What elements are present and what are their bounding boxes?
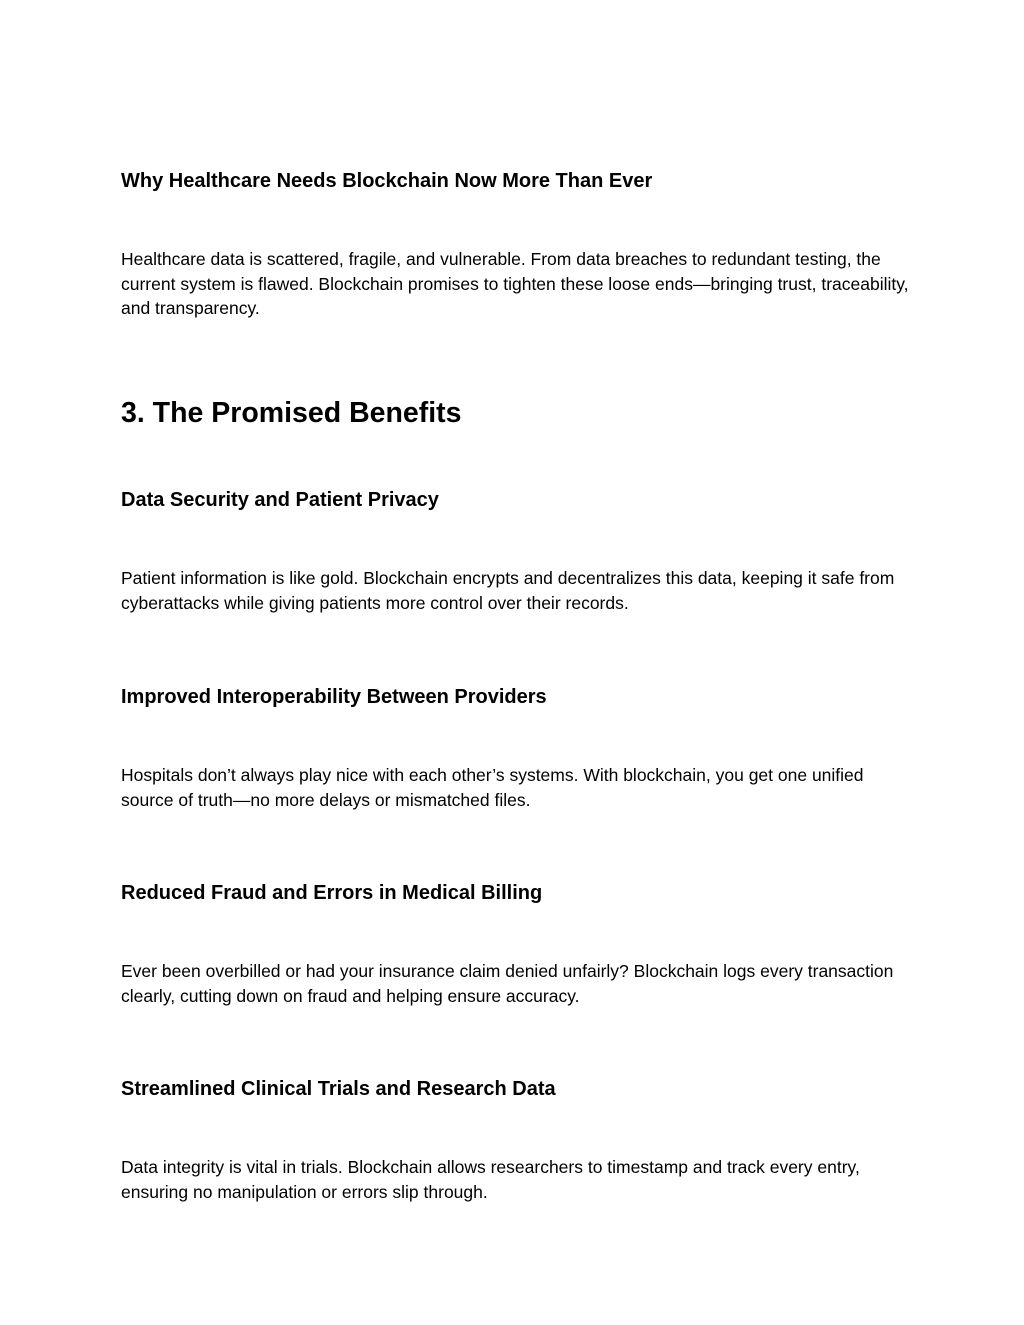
intro-heading: Why Healthcare Needs Blockchain Now More Than Ever [121,170,653,192]
intro-paragraph: Healthcare data is scattered, fragile, and vulnerable. From data breaches to redundant testing, the current system is flawed. Blockchain promises to tighten these loose ends—bringing trust, traceability, and transparency. [121,249,909,318]
section-title: 3. The Promised Benefits [121,397,462,429]
subsection-heading-clinical-trials: Streamlined Clinical Trials and Research Data [121,1078,556,1100]
subsection-paragraph-data-security: Patient information is like gold. Blockchain encrypts and decentralizes this data, keeping it safe from cyberattacks while giving patients more control over their records. [121,568,895,613]
subsection-paragraph-clinical-trials: Data integrity is vital in trials. Blockchain allows researchers to timestamp and track every entry, ensuring no manipulation or errors slip through. [121,1157,860,1202]
subsection-heading-fraud: Reduced Fraud and Errors in Medical Billing [121,882,543,904]
subsection-paragraph-fraud: Ever been overbilled or had your insurance claim denied unfairly? Blockchain logs every transaction clearly, cutting down on fraud and helping ensure accuracy. [121,961,894,1006]
subsection-paragraph-interoperability: Hospitals don’t always play nice with each other’s systems. With blockchain, you get one unified source of truth—no more delays or mismatched files. [121,765,864,810]
subsection-heading-interoperability: Improved Interoperability Between Providers [121,686,547,708]
subsection-heading-data-security: Data Security and Patient Privacy [121,489,439,511]
